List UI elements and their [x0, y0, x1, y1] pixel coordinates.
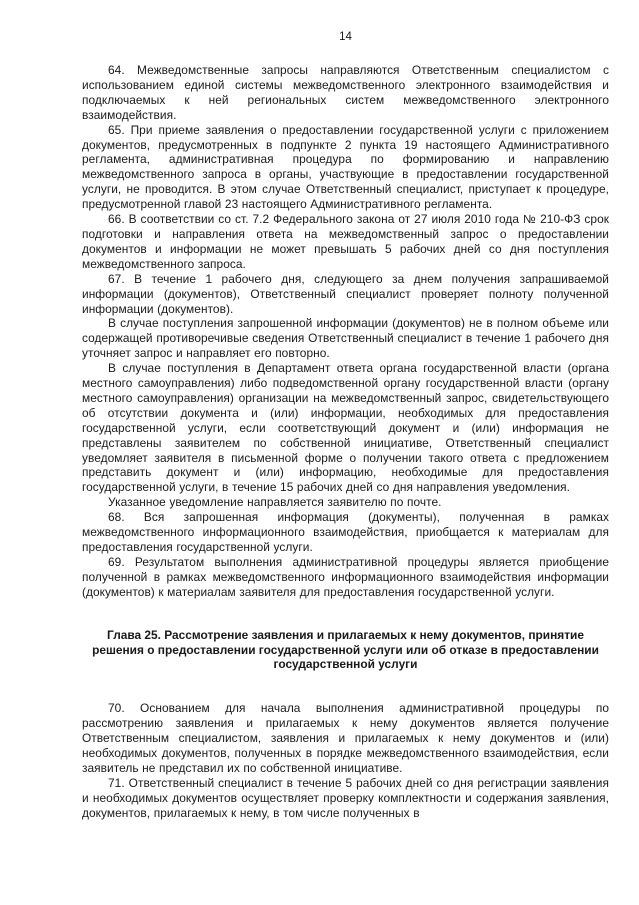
paragraph-69: 69. Результатом выполнения административной процедуры является приобщение полученной в рамках межведомственного информационного взаимодействия информации (документов) к материалам заявителя для предоставления государственной услуги. — [82, 554, 609, 599]
paragraph-68: 68. Вся запрошенная информация (документы), полученная в рамках межведомственного информационного взаимодействия, приобщается к материалам для предоставления государственной услуги. — [82, 510, 609, 554]
paragraph-67-missing-document: В случае поступления в Департамент ответа органа государственной власти (органа местного самоуправления) либо подведомственной органу государственной власти (органу местного самоуправления) организации на межведомственный запрос, свидетельствующего об отсутствии документа и (или) информации, необходимых для предоставления государственной услуги, если соответствующий документ и (или) информация не представлены заявителем по собственной инициативе, Ответственный специалист уведомляет заявителя в письменной форме о получении такого ответа с предложением представить документ и (или) информацию, необходимые для предоставления государственной услуги, в течение 15 рабочих дней со дня направления уведомления. — [82, 361, 609, 495]
document-page — [82, 30, 609, 821]
paragraph-67-incomplete-info: В случае поступления запрошенной информации (документов) не в полном объеме или содержащей противоречивые сведения Ответственный специалист в течение 1 рабочего дня уточняет запрос и направляет его повторно. — [82, 316, 609, 361]
paragraph-71: 71. Ответственный специалист в течение 5 рабочих дней со дня регистрации заявления и необходимых документов осуществляет проверку комплектности и содержания заявления, документов, прилагаемых к нему, в том числе полученных в — [82, 775, 609, 820]
page-number: 14 — [339, 31, 352, 43]
paragraph-67-notice-by-mail: Указанное уведомление направляется заявителю по почте. — [108, 495, 442, 510]
paragraph-66: 66. В соответствии со ст. 7.2 Федерального закона от 27 июля 2010 года № 210-ФЗ срок подготовки и направления ответа на межведомственный запрос о предоставлении документов и информации не может превышать 5 рабочих дней со дня поступления межведомственного запроса. — [82, 212, 609, 271]
paragraph-65: 65. При приеме заявления о предоставлении государственной услуги с приложением документов, предусмотренных в подпункте 2 пункта 19 настоящего Административного регламента, административная процедура по формированию и направлению межведомственного запроса в органы, участвующие в предоставлении государственной услуги, не проводится. В этом случае Ответственный специалист, приступает к процедуре, предусмотренной главой 23 настоящего Административного регламента. — [82, 122, 609, 212]
paragraph-64: 64. Межведомственные запросы направляются Ответственным специалистом с использованием единой системы межведомственного электронного взаимодействия и подключаемых к ней региональных систем межведомственного электронного взаимодействия. — [82, 63, 609, 122]
paragraph-70: 70. Основанием для начала выполнения административной процедуры по рассмотрению заявления и прилагаемых к нему документов является получение Ответственным специалистом, заявления и прилагаемых к нему документов и (или) необходимых документов, полученных в порядке межведомственного взаимодействия, если заявитель не представил их по собственной инициативе. — [82, 701, 609, 775]
chapter-heading: Глава 25. Рассмотрение заявления и прилагаемых к нему документов, принятие решения о предоставлении государственной услуги или об отказе в предоставлении государственной услуги — [92, 627, 599, 672]
paragraph-67: 67. В течение 1 рабочего дня, следующего за днем получения запрашиваемой информации (документов), Ответственный специалист проверяет полноту полученной информации (документов). — [82, 271, 609, 316]
